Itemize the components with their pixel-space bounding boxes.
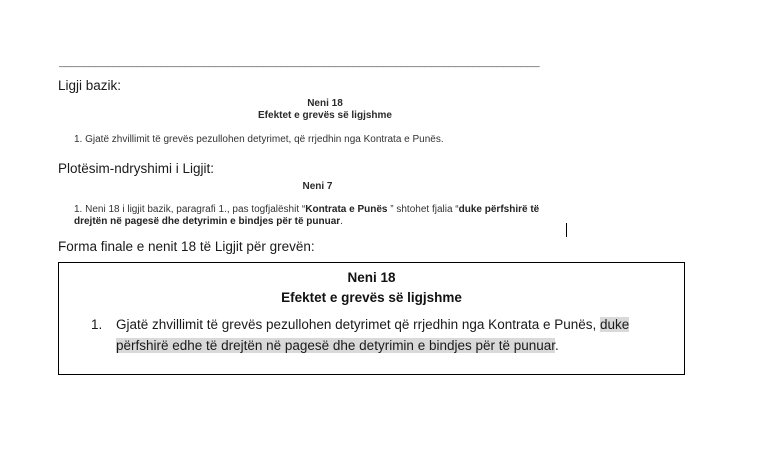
- final-article-heading: Efektet e grevës së ligjshme: [281, 290, 462, 305]
- final-item-text-plain: Gjatë zhvillimit të grevës pezullohen detyrimet që rrjedhin nga Kontrata e Punës,: [116, 317, 601, 332]
- amendment-text-part3: .: [340, 216, 343, 227]
- final-item-text-end: .: [555, 338, 559, 353]
- amendment-bold-phrase-2: duke përfshirë të drejtën në pagesë dhe detyrimin e bindjes për të punuar: [74, 204, 540, 227]
- final-form-label: Forma finale e nenit 18 të Ligjit për grevën:: [58, 239, 315, 254]
- amendment-bold-phrase-1: Kontrata e Punës: [305, 204, 388, 215]
- amendment-text-part1: 1. Neni 18 i ligjit bazik, paragrafi 1., pas togfjalëshit “: [74, 204, 306, 215]
- basic-law-paragraph: 1. Gjatë zhvillimit të grevës pezullohen detyrimet, që rrjedhin nga Kontrata e Punës.: [74, 134, 444, 145]
- amendment-article-number: Neni 7: [302, 181, 333, 192]
- amendment-paragraph: [74, 204, 574, 228]
- amendment-label: Plotësim-ndryshimi i Ligjit:: [58, 161, 215, 176]
- basic-law-article-number: Neni 18: [307, 98, 343, 109]
- final-item-text: [116, 314, 636, 356]
- final-item-highlighted-text: duke përfshirë edhe të drejtën në pagesë dhe detyrimin e bindjes për të punuar: [116, 317, 630, 353]
- final-item-number: 1.: [91, 317, 103, 332]
- final-article-box: [58, 262, 685, 375]
- basic-law-article-heading: Efektet e grevës së ligjshme: [258, 110, 392, 121]
- amendment-text-part2: ” shtohet fjalia “: [387, 204, 459, 215]
- text-cursor: [566, 223, 567, 237]
- separator-line: ________________________________________________________________________________: [59, 58, 540, 70]
- final-article-number: Neni 18: [347, 270, 396, 285]
- basic-law-label: Ligji bazik:: [58, 78, 122, 93]
